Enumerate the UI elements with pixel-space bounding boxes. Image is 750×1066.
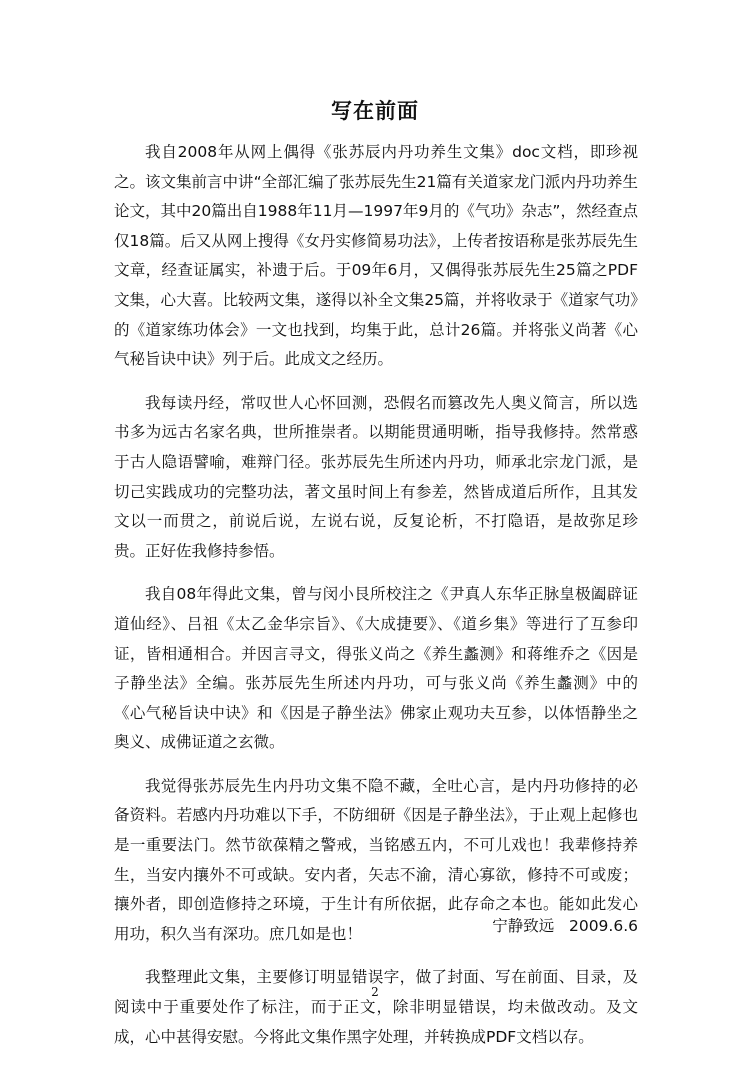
paragraph-3: 我自08年得此文集，曾与闵小艮所校注之《尹真人东华正脉皇极阖辟证道仙经》、吕祖《太乙金华宗旨》、《大成捷要》、《道乡集》等进行了互参印证，皆相通相合。并因言寻文，得张义尚之《养生蠡测》和蒋维乔之《因是子静坐法》全编。张苏辰先生所述内丹功，可与张义尚《养生蠡测》中的《心气秘旨诀中诀》和《因是子静坐法》佛家止观功夫互参，以体悟静坐之奥义、成佛证道之玄微。 [114,585,638,752]
paragraph-1: 我自2008年从网上偶得《张苏辰内丹功养生文集》doc文档，即珍视之。该文集前言中讲“全部汇编了张苏辰先生21篇有关道家龙门派内丹功养生论文，其中20篇出自1988年11月—1997年9月的《气功》杂志”，然经查点仅18篇。后又从网上搜得《女丹实修简易功法》，上传者按语称是张苏辰先生文章，经查证属实，补遗于后。于09年6月，又偶得张苏辰先生25篇之PDF文集，心大喜。比较两文集，遂得以补全文集25篇，并将收录于《道家气功》的《道家练功体会》一文也找到，均集于此，总计26篇。并将张义尚著《心气秘旨诀中诀》列于后。此成文之经历。 [114,143,638,369]
paragraph-5: 我整理此文集，主要修订明显错误字，做了封面、写在前面、目录，及阅读中于重要处作了标注，而于正文，除非明显错误，均未做改动。及文成，心中甚得安慰。今将此文集作黑字处理，并转换成PDF文档以存。 [114,968,638,1046]
page-title: 写在前面 [331,99,419,123]
paragraph-4: 我觉得张苏辰先生内丹功文集不隐不藏，全吐心言，是内丹功修持的必备资料。若感内丹功难以下手，不防细研《因是子静坐法》，于止观上起修也是一重要法门。然节欲葆精之警戒，当铭感五内，不可儿戏也！我辈修持养生，当安内攘外不可或缺。安内者，矢志不渝，清心寡欲，修持不可或废；攘外者，即创造修持之环境，于生计有所依据，此存命之本也。能如此发心用功，积久当有深功。庶几如是也！ [114,776,638,943]
page-number: 2 [371,985,379,999]
paragraph-2: 我每读丹经，常叹世人心怀回测，恐假名而篡改先人奥义简言，所以选书多为远古名家名典，世所推崇者。以期能贯通明晰，指导我修持。然常惑于古人隐语譬喻，难辩门径。张苏辰先生所述内丹功，师承北宗龙门派，是切己实践成功的完整功法，著文虽时间上有参差，然皆成道后所作，且其发文以一而贯之，前说后说，左说右说，反复论析，不打隐语，是故弥足珍贵。正好佐我修持参悟。 [114,393,638,560]
signature-date: 宁静致远 2009.6.6 [492,917,638,935]
